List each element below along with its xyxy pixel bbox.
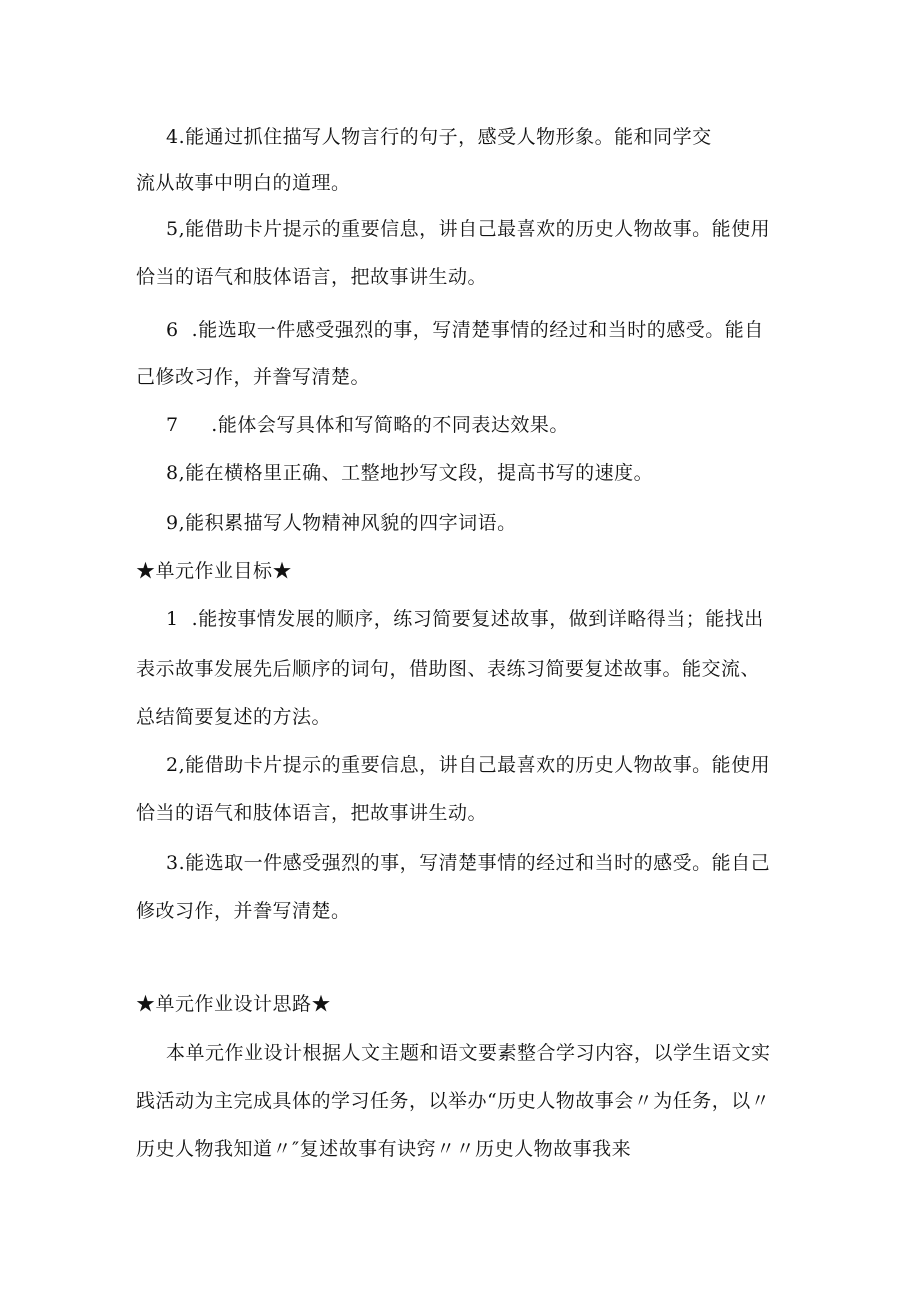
goal-5-line-2: 恰当的语气和肢体语言，把故事讲生动。 (136, 266, 488, 288)
homework-goal-1-line-2: 表示故事发展先后顺序的词句，借助图、表练习简要复述故事。能交流、 (136, 658, 761, 680)
homework-goal-2-line-1: 2,能借助卡片提示的重要信息，讲自己最喜欢的历史人物故事。能使用 (166, 754, 771, 776)
homework-goal-3-line-2: 修改习作，并誊写清楚。 (136, 900, 351, 922)
goal-4-line-1: 4.能通过抓住描写人物言行的句子，感受人物形象。能和同学交 (166, 126, 712, 148)
homework-goal-1-line-3: 总结简要复述的方法。 (136, 706, 332, 728)
homework-goal-1-line-1: 1 .能按事情发展的顺序，练习简要复述故事，做到详略得当；能找出 (166, 608, 764, 630)
section-heading-homework-goals: ★单元作业目标★ (136, 560, 293, 582)
goal-6-line-1: 6 .能选取一件感受强烈的事，写清楚事情的经过和当时的感受。能自 (166, 319, 764, 341)
section-heading-design-ideas: ★单元作业设计思路★ (136, 993, 332, 1015)
homework-goal-2-line-2: 恰当的语气和肢体语言，把故事讲生动。 (136, 802, 488, 824)
homework-goal-3-line-1: 3.能选取一件感受强烈的事，写清楚事情的经过和当时的感受。能自己 (166, 852, 771, 874)
goal-9-line: 9,能积累描写人物精神风貌的四字词语。 (166, 512, 517, 534)
goal-5-line-1: 5,能借助卡片提示的重要信息，讲自己最喜欢的历史人物故事。能使用 (166, 218, 771, 240)
design-paragraph-line-1: 本单元作业设计根据人文主题和语文要素整合学习内容，以学生语文实 (166, 1042, 771, 1064)
goal-6-line-2: 己修改习作，并誊写清楚。 (136, 366, 371, 388)
goal-7-line: 7 .能体会写具体和写简略的不同表达效果。 (166, 414, 569, 436)
goal-4-line-2: 流从故事中明白的道理。 (136, 172, 351, 194)
goal-8-line: 8,能在横格里正确、工整地抄写文段，提高书写的速度。 (166, 462, 654, 484)
design-paragraph-line-2: 践活动为主完成具体的学习任务，以举办“历史人物故事会〃为任务，以〃 (136, 1090, 771, 1112)
design-paragraph-line-3: 历史人物我知道〃″复述故事有诀窍〃〃历史人物故事我来 (136, 1138, 632, 1160)
